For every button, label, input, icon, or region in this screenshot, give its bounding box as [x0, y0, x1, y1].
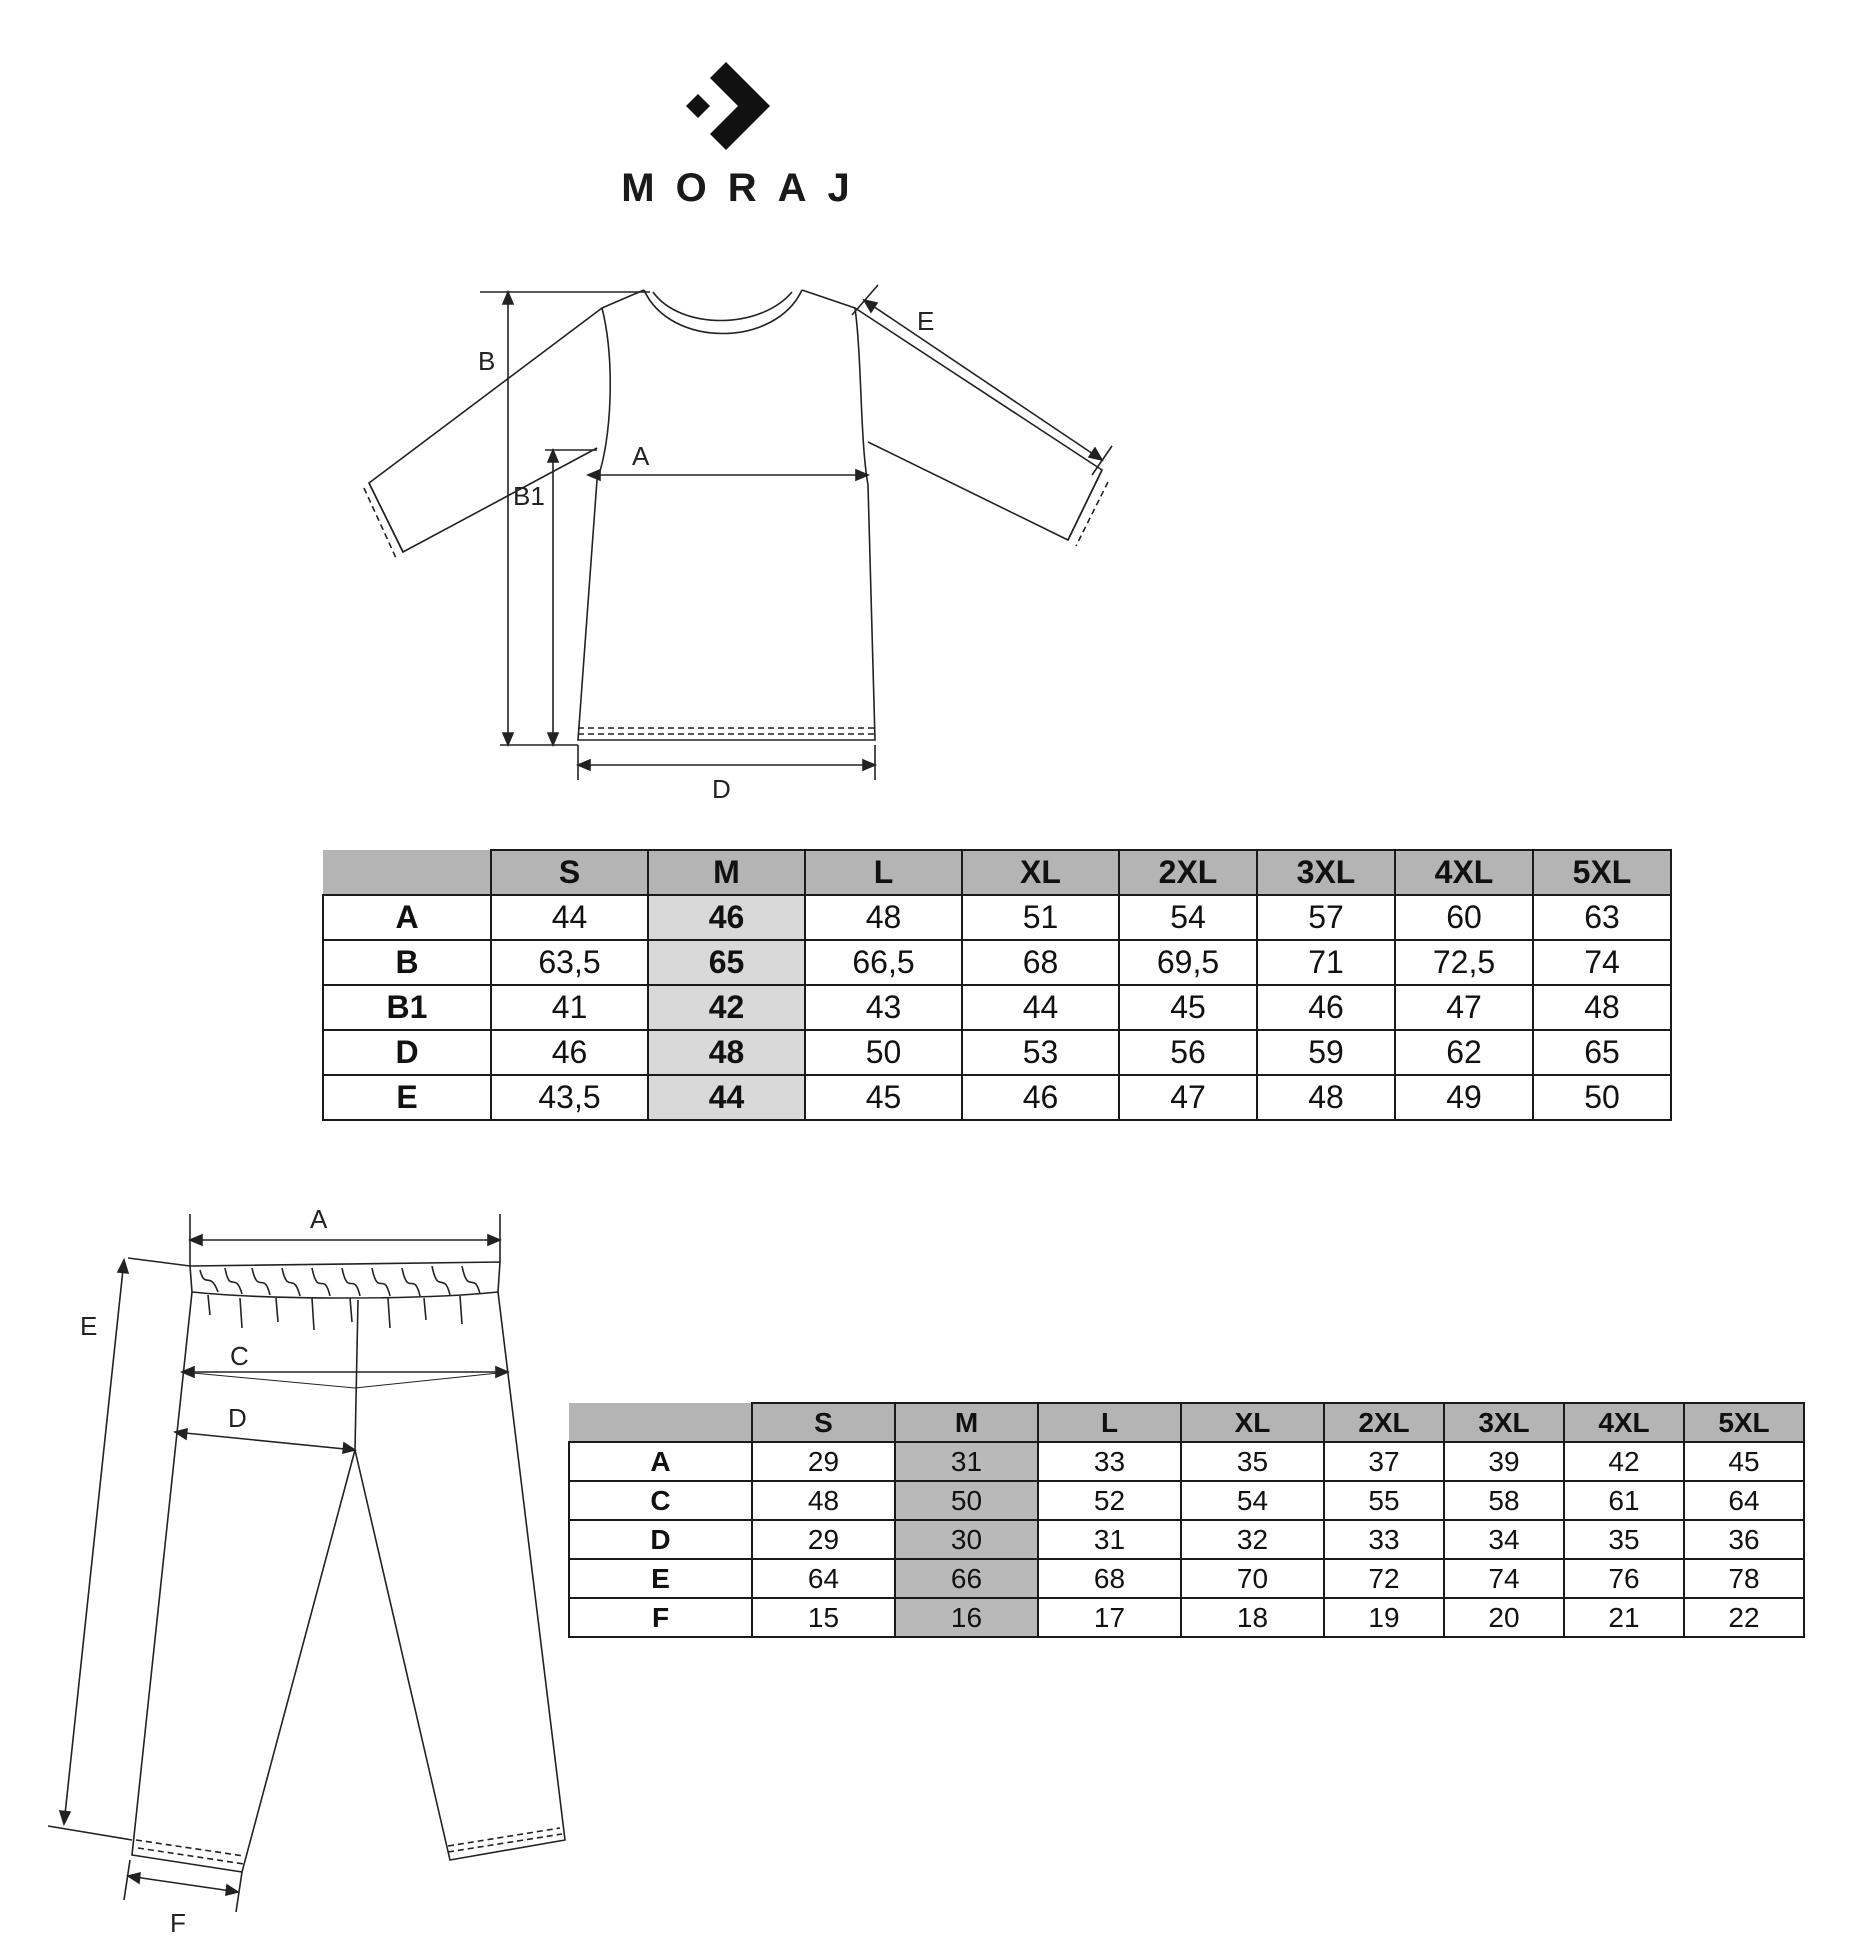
- row-label: E: [569, 1559, 752, 1598]
- table-corner: [323, 850, 491, 895]
- table-cell: 39: [1444, 1442, 1564, 1481]
- table-cell: 76: [1564, 1559, 1684, 1598]
- brand-name: MORAJ: [621, 166, 871, 210]
- table-cell: 48: [805, 895, 962, 940]
- size-header: 4XL: [1564, 1403, 1684, 1442]
- size-header: XL: [1181, 1403, 1324, 1442]
- pants-size-table: [568, 1402, 1805, 1638]
- table-cell: 29: [752, 1520, 895, 1559]
- shirt-label-a: A: [632, 441, 650, 471]
- table-cell: 36: [1684, 1520, 1804, 1559]
- table-cell: 50: [895, 1481, 1038, 1520]
- size-header: M: [895, 1403, 1038, 1442]
- table-cell: 42: [1564, 1442, 1684, 1481]
- table-cell: 47: [1395, 985, 1533, 1030]
- table-cell: 74: [1533, 940, 1671, 985]
- pants-label-f: F: [170, 1908, 186, 1938]
- shirt-size-table: [322, 849, 1672, 1121]
- table-cell: 44: [491, 895, 648, 940]
- row-label: A: [569, 1442, 752, 1481]
- shirt-label-b: B: [478, 346, 496, 376]
- table-cell: 44: [962, 985, 1119, 1030]
- table-cell: 16: [895, 1598, 1038, 1637]
- table-cell: 48: [1257, 1075, 1395, 1120]
- table-cell: 65: [648, 940, 805, 985]
- table-cell: 47: [1119, 1075, 1257, 1120]
- shirt-label-d: D: [712, 774, 731, 804]
- table-cell: 45: [805, 1075, 962, 1120]
- table-cell: 18: [1181, 1598, 1324, 1637]
- table-cell: 69,5: [1119, 940, 1257, 985]
- table-cell: 70: [1181, 1559, 1324, 1598]
- table-cell: 55: [1324, 1481, 1444, 1520]
- table-row: [323, 985, 1671, 1030]
- size-header: 3XL: [1444, 1403, 1564, 1442]
- table-cell: 59: [1257, 1030, 1395, 1075]
- table-cell: 68: [962, 940, 1119, 985]
- table-cell: 43,5: [491, 1075, 648, 1120]
- pants-label-d: D: [228, 1403, 247, 1433]
- table-cell: 46: [962, 1075, 1119, 1120]
- table-cell: 32: [1181, 1520, 1324, 1559]
- table-cell: 62: [1395, 1030, 1533, 1075]
- table-cell: 43: [805, 985, 962, 1030]
- shirt-label-e: E: [917, 306, 935, 336]
- table-corner: [569, 1403, 752, 1442]
- table-cell: 31: [1038, 1520, 1181, 1559]
- table-cell: 63,5: [491, 940, 648, 985]
- row-label: B1: [323, 985, 491, 1030]
- table-row: [323, 895, 1671, 940]
- table-cell: 46: [491, 1030, 648, 1075]
- table-cell: 44: [648, 1075, 805, 1120]
- table-cell: 30: [895, 1520, 1038, 1559]
- table-cell: 46: [648, 895, 805, 940]
- table-cell: 48: [648, 1030, 805, 1075]
- table-row: [569, 1520, 1804, 1559]
- table-header-row: [569, 1403, 1804, 1442]
- table-cell: 57: [1257, 895, 1395, 940]
- table-cell: 56: [1119, 1030, 1257, 1075]
- table-row: [323, 1030, 1671, 1075]
- row-label: A: [323, 895, 491, 940]
- shirt-label-b1: B1: [513, 481, 545, 511]
- pants-label-c: C: [230, 1341, 249, 1371]
- table-cell: 48: [1533, 985, 1671, 1030]
- table-cell: 34: [1444, 1520, 1564, 1559]
- table-cell: 64: [752, 1559, 895, 1598]
- size-header: 5XL: [1533, 850, 1671, 895]
- table-cell: 33: [1038, 1442, 1181, 1481]
- chevron-diamond-logo-icon: [680, 62, 770, 152]
- table-cell: 64: [1684, 1481, 1804, 1520]
- table-row: [569, 1559, 1804, 1598]
- table-cell: 21: [1564, 1598, 1684, 1637]
- size-header: 5XL: [1684, 1403, 1804, 1442]
- table-cell: 72: [1324, 1559, 1444, 1598]
- size-header: S: [752, 1403, 895, 1442]
- table-cell: 41: [491, 985, 648, 1030]
- table-cell: 35: [1564, 1520, 1684, 1559]
- table-cell: 51: [962, 895, 1119, 940]
- table-row: [323, 940, 1671, 985]
- size-header: L: [1038, 1403, 1181, 1442]
- table-cell: 45: [1684, 1442, 1804, 1481]
- size-header: 2XL: [1119, 850, 1257, 895]
- size-header: L: [805, 850, 962, 895]
- size-header: XL: [962, 850, 1119, 895]
- table-cell: 65: [1533, 1030, 1671, 1075]
- size-header: S: [491, 850, 648, 895]
- table-cell: 20: [1444, 1598, 1564, 1637]
- table-cell: 50: [1533, 1075, 1671, 1120]
- table-cell: 42: [648, 985, 805, 1030]
- table-header-row: [323, 850, 1671, 895]
- row-label: B: [323, 940, 491, 985]
- table-cell: 19: [1324, 1598, 1444, 1637]
- row-label: F: [569, 1598, 752, 1637]
- table-cell: 66,5: [805, 940, 962, 985]
- table-row: [323, 1075, 1671, 1120]
- row-label: D: [323, 1030, 491, 1075]
- table-cell: 48: [752, 1481, 895, 1520]
- row-label: D: [569, 1520, 752, 1559]
- table-cell: 53: [962, 1030, 1119, 1075]
- pants-label-e: E: [80, 1311, 98, 1341]
- table-row: [569, 1598, 1804, 1637]
- pants-measurement-diagram: [20, 1200, 580, 1940]
- table-cell: 54: [1119, 895, 1257, 940]
- table-cell: 35: [1181, 1442, 1324, 1481]
- table-cell: 71: [1257, 940, 1395, 985]
- table-cell: 58: [1444, 1481, 1564, 1520]
- pants-label-a: A: [310, 1204, 328, 1234]
- table-cell: 52: [1038, 1481, 1181, 1520]
- table-cell: 78: [1684, 1559, 1804, 1598]
- table-cell: 15: [752, 1598, 895, 1637]
- size-header: 3XL: [1257, 850, 1395, 895]
- table-cell: 61: [1564, 1481, 1684, 1520]
- table-cell: 66: [895, 1559, 1038, 1598]
- shirt-measurement-diagram: [360, 270, 1120, 830]
- table-cell: 46: [1257, 985, 1395, 1030]
- table-cell: 63: [1533, 895, 1671, 940]
- table-cell: 60: [1395, 895, 1533, 940]
- table-row: [569, 1442, 1804, 1481]
- table-cell: 68: [1038, 1559, 1181, 1598]
- table-cell: 22: [1684, 1598, 1804, 1637]
- table-cell: 54: [1181, 1481, 1324, 1520]
- table-cell: 50: [805, 1030, 962, 1075]
- row-label: C: [569, 1481, 752, 1520]
- row-label: E: [323, 1075, 491, 1120]
- table-cell: 72,5: [1395, 940, 1533, 985]
- table-cell: 17: [1038, 1598, 1181, 1637]
- size-header: 2XL: [1324, 1403, 1444, 1442]
- size-header: 4XL: [1395, 850, 1533, 895]
- table-cell: 45: [1119, 985, 1257, 1030]
- table-row: [569, 1481, 1804, 1520]
- table-cell: 49: [1395, 1075, 1533, 1120]
- table-cell: 31: [895, 1442, 1038, 1481]
- table-cell: 37: [1324, 1442, 1444, 1481]
- table-cell: 74: [1444, 1559, 1564, 1598]
- table-cell: 33: [1324, 1520, 1444, 1559]
- size-header: M: [648, 850, 805, 895]
- table-cell: 29: [752, 1442, 895, 1481]
